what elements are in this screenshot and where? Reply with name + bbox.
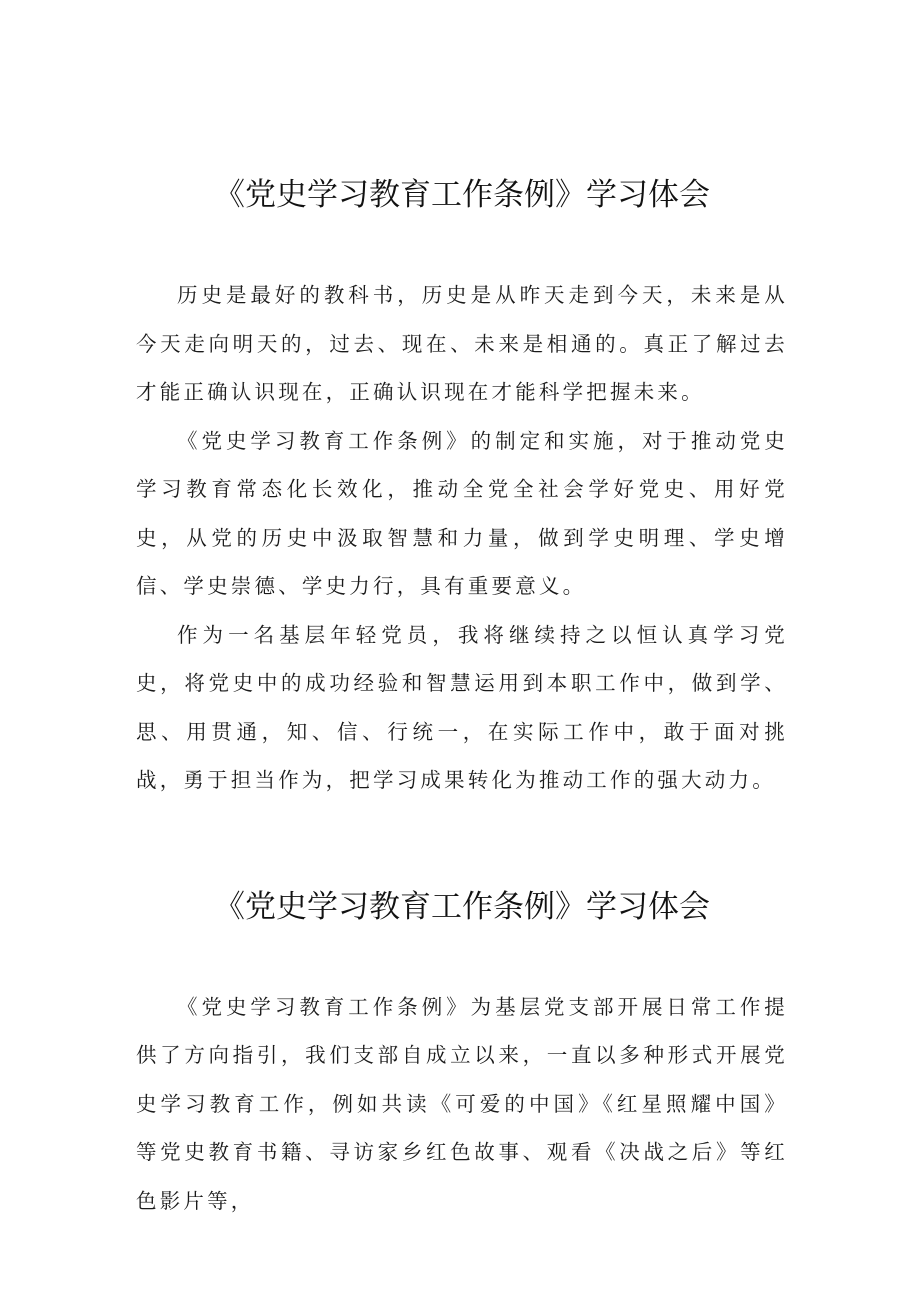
paragraph: 历史是最好的教科书，历史是从昨天走到今天，未来是从今天走向明天的，过去、现在、未来是相通的。真正了解过去才能正确认识现在，正确认识现在才能科学把握未来。 xyxy=(136,283,788,404)
paragraph: 作为一名基层年轻党员，我将继续持之以恒认真学习党史，将党史中的成功经验和智慧运用到本职工作中，做到学、思、用贯通，知、信、行统一，在实际工作中，敢于面对挑战，勇于担当作为，把学习成果转化为推动工作的强大动力。 xyxy=(136,622,788,792)
paragraph: 《党史学习教育工作条例》的制定和实施，对于推动党史学习教育常态化长效化，推动全党全社会学好党史、用好党史，从党的历史中汲取智慧和力量，做到学史明理、学史增信、学史崇德、学史力行，具有重要意义。 xyxy=(136,428,788,598)
paragraph: 《党史学习教育工作条例》为基层党支部开展日常工作提供了方向指引，我们支部自成立以来，一直以多种形式开展党史学习教育工作，例如共读《可爱的中国》《红星照耀中国》等党史教育书籍、寻访家乡红色故事、观看《决战之后》等红色影片等， xyxy=(136,994,788,1213)
article-title-1: 《党史学习教育工作条例》学习体会 xyxy=(214,177,710,213)
article-body-2 xyxy=(136,983,788,1226)
article-title-2: 《党史学习教育工作条例》学习体会 xyxy=(214,888,710,925)
article-body-1 xyxy=(136,271,788,805)
